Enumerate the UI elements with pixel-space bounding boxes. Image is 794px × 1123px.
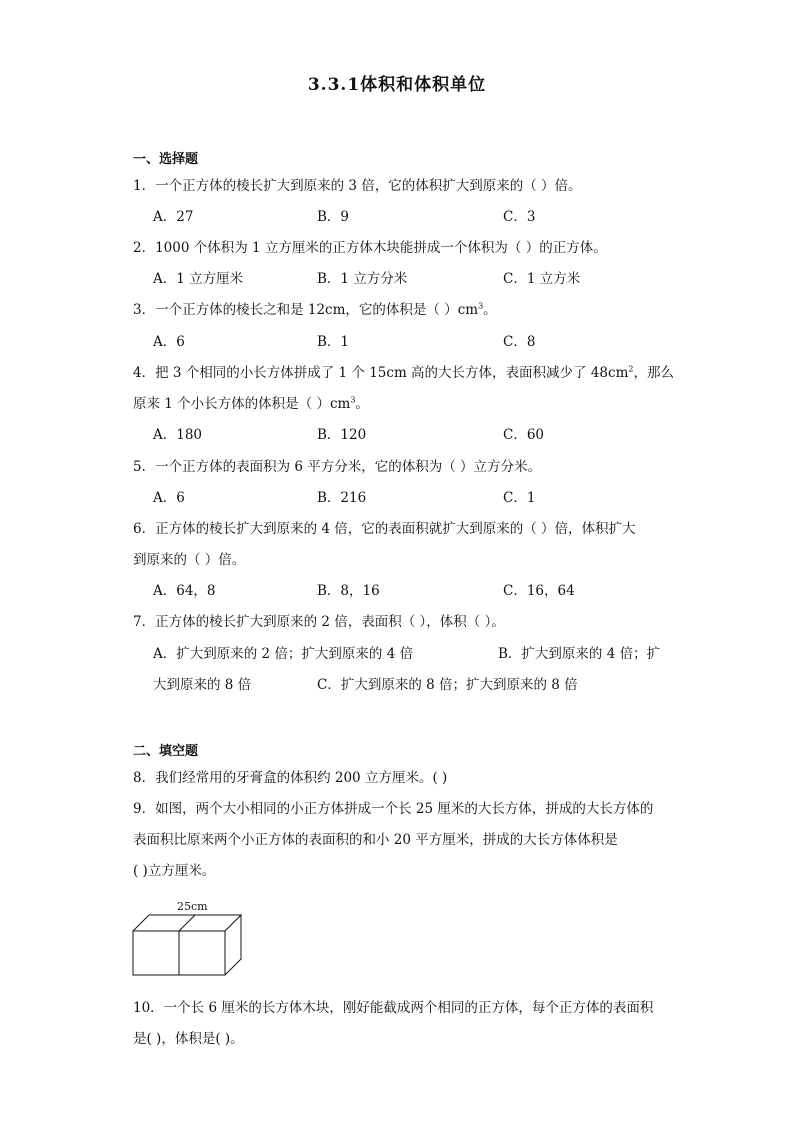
- section-heading-fill-blank: 二、填空题: [133, 744, 199, 759]
- two-cubes-figure: [131, 897, 243, 977]
- q2-option-a: A．1 立方厘米: [153, 271, 244, 287]
- q7-option-b: B．扩大到原来的 4 倍；扩: [498, 646, 661, 662]
- q6-option-a: A．64，8: [153, 583, 216, 599]
- q6-option-b: B．8，16: [317, 583, 380, 599]
- question-7: 7．正方体的棱长扩大到原来的 2 倍，表面积（ ），体积（ ）。: [133, 614, 505, 630]
- question-10-line-2: 是( )，体积是( )。: [133, 1031, 244, 1047]
- figure-length-label: 25cm: [177, 900, 208, 913]
- question-4-line-2: 原来 1 个小长方体的体积是（ ）$cm^3$。: [133, 395, 369, 412]
- q7-option-b-continued: 大到原来的 8 倍: [153, 677, 252, 693]
- question-1: 1．一个正方体的棱长扩大到原来的 3 倍，它的体积扩大到原来的（ ）倍。: [133, 178, 582, 194]
- question-8: 8．我们经常用的牙膏盒的体积约 200 立方厘米。( ): [133, 770, 448, 786]
- question-9-line-1: 9．如图，两个大小相同的小正方体拼成一个长 25 厘米的大长方体，拼成的大长方体的: [133, 801, 654, 817]
- q7-option-a: A．扩大到原来的 2 倍；扩大到原来的 4 倍: [153, 646, 414, 662]
- section-heading-choice: 一、选择题: [133, 152, 199, 167]
- question-6-line-2: 到原来的（ ）倍。: [133, 552, 246, 568]
- q7-option-c: C．扩大到原来的 8 倍；扩大到原来的 8 倍: [317, 677, 578, 693]
- question-5: 5．一个正方体的表面积为 6 平方分米，它的体积为（ ）立方分米。: [133, 459, 542, 475]
- q3-option-c: C．8: [503, 334, 536, 350]
- q3-option-b: B．1: [317, 334, 350, 350]
- question-9-line-2: 表面积比原来两个小正方体的表面积的和小 20 平方厘米，拼成的大长方体体积是: [133, 832, 618, 848]
- question-6-line-1: 6．正方体的棱长扩大到原来的 4 倍，它的表面积就扩大到原来的（ ）倍，体积扩大: [133, 521, 636, 537]
- q5-option-b: B．216: [317, 490, 367, 506]
- q5-option-c: C．1: [503, 490, 536, 506]
- cube-divider-top: [179, 915, 195, 931]
- question-3: 3．一个正方体的棱长之和是 12cm，它的体积是（ ）$cm^3$。: [133, 301, 497, 318]
- question-4-line-1: 4．把 3 个相同的小长方体拼成了 1 个 15cm 高的大长方体，表面积减少了 $48cm^2$，那么: [133, 364, 674, 381]
- question-2: 2．1000 个体积为 1 立方厘米的正方体木块能拼成一个体积为（ ）的正方体。: [133, 240, 607, 256]
- q4-option-a: A．180: [153, 427, 203, 443]
- q2-option-c: C．1 立方米: [503, 271, 581, 287]
- q1-option-b: B．9: [317, 209, 350, 225]
- cuboid-side-face: [225, 915, 241, 975]
- q2-option-b: B．1 立方分米: [317, 271, 408, 287]
- question-10-line-1: 10．一个长 6 厘米的长方体木块，刚好能截成两个相同的正方体，每个正方体的表面积: [133, 1000, 654, 1016]
- question-9-line-3: ( )立方厘米。: [133, 863, 216, 879]
- q1-option-a: A．27: [153, 209, 194, 225]
- q4-option-c: C．60: [503, 427, 545, 443]
- q4-option-b: B．120: [317, 427, 367, 443]
- q5-option-a: A．6: [153, 490, 185, 506]
- q6-option-c: C．16，64: [503, 583, 575, 599]
- q3-option-a: A．6: [153, 334, 185, 350]
- page-title: 3.3.1体积和体积单位: [307, 75, 487, 95]
- q1-option-c: C．3: [503, 209, 536, 225]
